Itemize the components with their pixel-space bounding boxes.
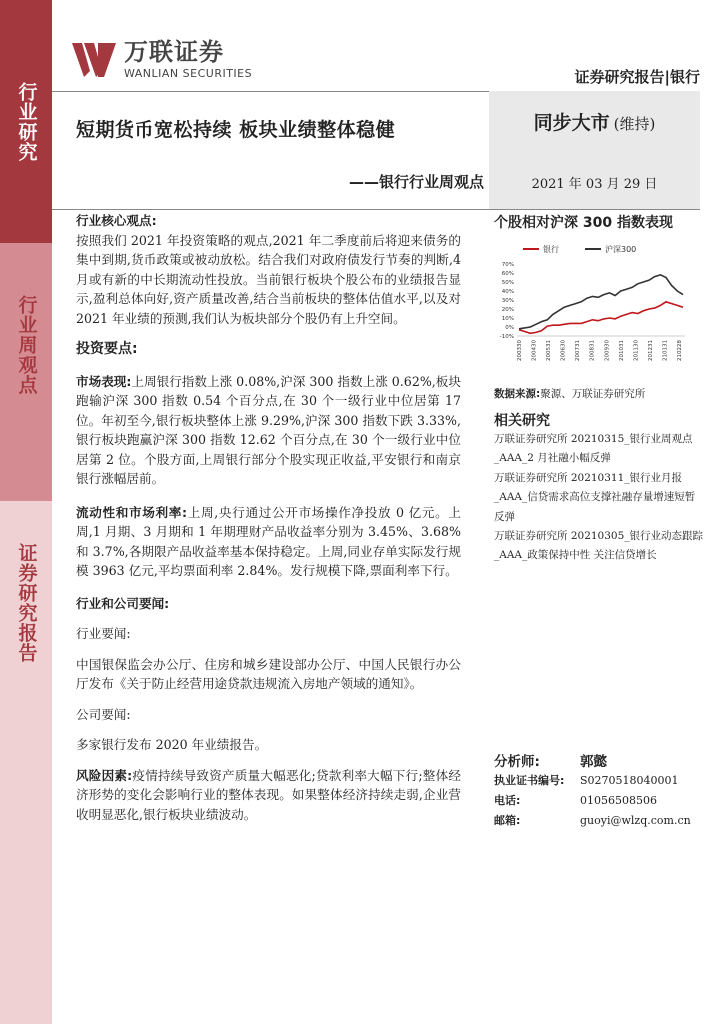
related-research-item: 万联证券研究所 20210315_银行业周观点_AAA_2 月社融小幅反弹: [494, 433, 693, 465]
liquidity-paragraph: [76, 503, 461, 581]
data-source: [494, 386, 645, 401]
analyst-row: [494, 790, 704, 810]
x-tick-label: 200930: [604, 340, 611, 361]
main-content: [76, 211, 461, 824]
liquidity-text: 上周,央行通过公开市场操作净投放 0 亿元。上周,1 月期、3 月期和 1 年期理财产品收益率分别为 3.45%、3.68%和 3.7%,各期限产品收益率基本保持稳定。上周,同业存单实际发行规模 3963 亿元,平均票面利率 2.84%。发行规模下降,票面利率下行。: [76, 504, 461, 578]
market-lead: 市场表现:: [76, 373, 132, 389]
analyst-label: 执业证书编号:: [494, 774, 565, 787]
analyst-label: 邮箱:: [494, 814, 521, 827]
rating-value: 同步大市: [533, 112, 610, 134]
performance-chart: [493, 238, 693, 378]
x-tick-label: 200430: [531, 340, 538, 361]
x-tick-label: 200731: [575, 340, 582, 361]
series-line: [519, 302, 683, 334]
company-logo: [70, 40, 252, 80]
analyst-label: 分析师:: [494, 754, 540, 770]
market-paragraph: [76, 372, 461, 489]
analyst-row: [494, 770, 704, 790]
data-source-label: 数据来源:: [494, 388, 541, 400]
sidebar-segment-securities-report: [0, 501, 52, 1024]
company-news-label: 公司要闻:: [76, 706, 131, 722]
y-tick-label: 0%: [505, 325, 514, 331]
x-tick-label: 200330: [517, 340, 523, 361]
report-title: 短期货币宽松持续 板块业绩整体稳健: [76, 119, 396, 141]
industry-news-text: 中国银保监会办公厅、住房和城乡建设部办公厅、中国人民银行办公厅发布《关于防止经营用途贷款违规流入房地产领域的通知》。: [76, 656, 461, 691]
logo-english-name: WANLIAN SECURITIES: [124, 67, 253, 80]
related-research-title: 相关研究: [494, 413, 550, 429]
x-tick-label: 201031: [618, 340, 625, 361]
wanlian-logo-icon: [70, 41, 118, 79]
y-tick-label: 40%: [501, 289, 514, 295]
liquidity-lead: 流动性和市场利率:: [76, 504, 188, 520]
legend-label: 沪深300: [605, 245, 637, 254]
x-tick-label: 200630: [560, 340, 567, 361]
sidebar-label: 行业周观点: [15, 295, 38, 395]
risk-lead: 风险因素:: [76, 767, 133, 783]
core-view-heading: 行业核心观点:: [76, 213, 157, 228]
related-research-item: 万联证券研究所 20210311_银行业月报_AAA_信贷需求高位支撑社融存量增速短暂反弹: [494, 471, 696, 523]
y-tick-label: 30%: [501, 298, 514, 304]
analyst-row: [494, 810, 704, 830]
sidebar-segment-weekly-view: [0, 243, 52, 501]
sidebar-label: 证券研究报告: [15, 543, 38, 663]
title-divider: [52, 209, 700, 210]
report-subtitle: ——银行行业周观点: [348, 173, 484, 191]
x-tick-label: 201231: [647, 340, 654, 361]
x-tick-label: 210131: [662, 340, 669, 361]
industry-news-label: 行业要闻:: [76, 626, 131, 641]
analyst-value: 郭懿: [580, 754, 607, 770]
report-date: 2021 年 03 月 29 日: [531, 177, 658, 192]
logo-chinese-name: 万联证券: [124, 38, 224, 66]
y-tick-label: 10%: [501, 316, 514, 322]
core-view-text: 按照我们 2021 年投资策略的观点,2021 年二季度前后将迎来债务的集中到期,货币政策或被动放松。结合我们对政府债发行节奏的判断,4 月或有新的中长期流动性投放。当前银行板块个股公布的业绩报告显示,盈利总体向好,资产质量改善,结合当前板块的整体估值水平,以及对 2021 年业绩的预测,我们认为板块部分个股仍有上升空间。: [76, 232, 461, 326]
left-sidebar: [0, 0, 52, 1024]
analyst-row: [494, 750, 704, 770]
data-source-text: 聚源、万联证券研究所: [540, 388, 646, 400]
market-text: 上周银行指数上涨 0.08%,沪深 300 指数上涨 0.62%,板块跑输沪深 300 指数 0.54 个百分点,在 30 个一级行业中位居第 17 位。年初至今,银行板块整体上涨 9.29%,沪深 300 指数下跌 3.33%,银行板块跑赢沪深 300 指数 12.62 个百分点,在 30 个一级行业中位居第 2 位。个股方面,上周银行部分个股实现正收益,平安银行和南京银行涨幅居前。: [76, 373, 461, 486]
analyst-label: 电话:: [494, 794, 521, 807]
y-tick-label: -10%: [499, 334, 514, 340]
risk-paragraph: [76, 766, 461, 825]
x-tick-label: 210228: [677, 340, 683, 361]
analyst-value: 01056508506: [580, 793, 657, 807]
y-tick-label: 60%: [501, 271, 514, 277]
x-tick-label: 201130: [633, 340, 640, 361]
report-category: 证券研究报告|银行: [574, 68, 700, 86]
related-research-item: 万联证券研究所 20210305_银行业动态跟踪_AAA_政策保持中性 关注信贷增长: [494, 530, 704, 562]
legend-label: 银行: [543, 245, 559, 254]
risk-text: 疫情持续导致资产质量大幅恶化;贷款利率大幅下行;整体经济形势的变化会影响行业的整体表现。如果整体经济持续走弱,企业营收明显恶化,银行板块业绩波动。: [76, 767, 461, 822]
analyst-info: [494, 750, 704, 830]
rating: [489, 108, 700, 135]
x-tick-label: 200831: [589, 340, 596, 361]
y-tick-label: 70%: [501, 262, 514, 268]
rating-note: (维持): [613, 115, 656, 133]
related-research-list: [494, 430, 704, 566]
sidebar-label: 行业研究: [15, 82, 38, 162]
y-tick-label: 50%: [501, 280, 514, 286]
sidebar-segment-industry-research: [0, 0, 52, 243]
invest-heading: 投资要点:: [76, 341, 138, 357]
y-tick-label: 20%: [501, 307, 514, 313]
company-news-text: 多家银行发布 2020 年业绩报告。: [76, 737, 268, 752]
chart-title: 个股相对沪深 300 指数表现: [494, 215, 673, 231]
analyst-value: S0270518040001: [580, 773, 679, 787]
news-heading: 行业和公司要闻:: [76, 595, 170, 611]
x-tick-label: 200531: [546, 340, 553, 361]
series-line: [519, 275, 683, 329]
analyst-value: guoyi@wlzq.com.cn: [580, 813, 691, 827]
